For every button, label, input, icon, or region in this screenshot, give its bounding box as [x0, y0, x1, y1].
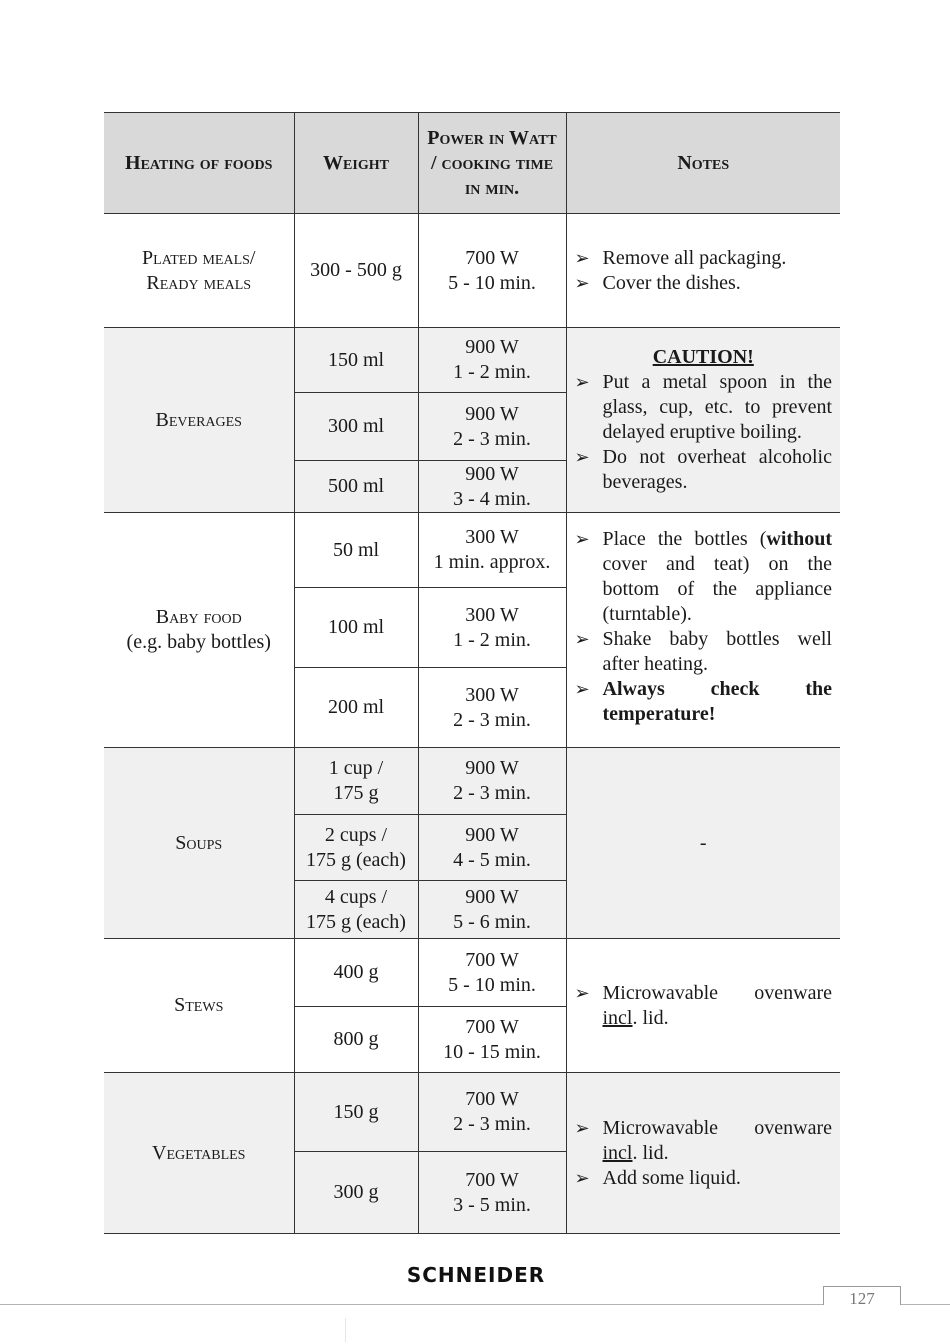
note-item: ➢ Remove all packaging. — [574, 246, 787, 269]
power-value: 300 W — [465, 526, 519, 548]
power-time-cell — [418, 588, 566, 668]
weight-cell: 300 g — [294, 1152, 418, 1234]
power-time-cell — [418, 748, 566, 815]
power-value: 700 W — [465, 1168, 519, 1191]
weight-line: 175 g (each) — [306, 910, 406, 933]
label-line: (e.g. baby bottles) — [126, 631, 271, 653]
time-value: 3 - 5 min. — [453, 1193, 531, 1216]
time-value: 3 - 4 min. — [453, 487, 531, 510]
weight-cell: 400 g — [294, 939, 418, 1007]
label-vegetables: Vegetables — [104, 1073, 294, 1234]
label-line: Ready meals — [146, 271, 252, 294]
arrowhead-bullet-icon: ➢ — [574, 447, 590, 468]
weight-line: 175 g (each) — [306, 848, 406, 871]
arrowhead-bullet-icon: ➢ — [574, 629, 590, 650]
weight-line: 175 g — [333, 782, 379, 804]
notes-beverages — [566, 328, 840, 513]
power-value: 700 W — [465, 1088, 519, 1110]
row-soups — [104, 748, 840, 815]
weight-cell — [294, 815, 418, 881]
power-time-cell — [418, 328, 566, 393]
time-value: 5 - 6 min. — [453, 910, 531, 933]
label-baby-food — [104, 513, 294, 748]
arrowhead-bullet-icon: ➢ — [574, 247, 590, 269]
weight-cell: 150 ml — [294, 328, 418, 393]
time-value: 2 - 3 min. — [453, 427, 531, 450]
label-line: Plated meals/ — [142, 246, 256, 269]
weight-line: 1 cup / — [328, 757, 384, 779]
note-item: ➢ Put a metal spoon in the glass, cup, etc. to prevent delayed eruptive boiling. — [574, 371, 832, 443]
time-value: 4 - 5 min. — [453, 848, 531, 871]
arrowhead-bullet-icon: ➢ — [574, 679, 590, 700]
arrowhead-bullet-icon: ➢ — [574, 272, 590, 294]
notes-plated — [566, 214, 840, 328]
arrowhead-bullet-icon: ➢ — [574, 1117, 590, 1139]
note-item: ➢ Shake baby bottles well after heating. — [574, 628, 832, 675]
weight-cell — [294, 881, 418, 939]
row-stews — [104, 939, 840, 1007]
power-time-cell — [418, 1152, 566, 1234]
weight-cell: 200 ml — [294, 668, 418, 748]
notes-stews — [566, 939, 840, 1073]
weight-cell — [294, 748, 418, 815]
weight-cell: 100 ml — [294, 588, 418, 668]
heating-table — [104, 112, 840, 1234]
power-time-cell — [418, 513, 566, 588]
page-edge-mark — [345, 1318, 346, 1342]
bold-text: without — [766, 528, 832, 550]
note-item: ➢ Microwavable ovenware incl. lid. — [574, 1116, 832, 1164]
note-item: ➢ Add some liquid. — [574, 1166, 741, 1189]
power-time-cell — [418, 214, 566, 328]
note-item: ➢ Do not overheat alcoholic beverages. — [574, 446, 832, 493]
arrowhead-bullet-icon: ➢ — [574, 982, 590, 1004]
row-baby-food — [104, 513, 840, 588]
weight-cell: 50 ml — [294, 513, 418, 588]
note-item: ➢ Cover the dishes. — [574, 271, 741, 294]
time-value: 1 - 2 min. — [453, 628, 531, 651]
label-stews: Stews — [104, 939, 294, 1073]
label-beverages: Beverages — [104, 328, 294, 513]
power-value: 900 W — [465, 462, 519, 485]
power-time-cell — [418, 1007, 566, 1073]
time-value: 2 - 3 min. — [453, 1113, 531, 1135]
note-item: ➢ Always check the temperature! — [574, 678, 832, 725]
caution-heading: CAUTION! — [652, 346, 754, 368]
label-soups: Soups — [104, 748, 294, 939]
power-value: 300 W — [465, 683, 519, 706]
time-value: 1 min. approx. — [433, 551, 551, 573]
page-number: 127 — [849, 1289, 875, 1308]
note-item: ➢ Place the bottles (without cover and teat) on the bottom of the appliance (turntable). — [574, 528, 832, 625]
underlined-text: incl — [602, 1006, 633, 1029]
note-item: ➢ Microwavable ovenware incl. lid. — [574, 981, 832, 1029]
time-value: 2 - 3 min. — [453, 708, 531, 731]
time-value: 10 - 15 min. — [443, 1040, 541, 1063]
notes-vegetables — [566, 1073, 840, 1234]
time-value: 5 - 10 min. — [448, 271, 536, 294]
power-time-cell — [418, 461, 566, 513]
footer-divider — [0, 1304, 950, 1305]
row-plated-meals — [104, 214, 840, 328]
weight-cell: 300 ml — [294, 393, 418, 461]
row-vegetables — [104, 1073, 840, 1152]
underlined-text: incl — [602, 1141, 633, 1164]
schneider-logo: SCHNEIDER — [406, 1263, 546, 1287]
power-value: 700 W — [465, 1015, 519, 1038]
power-time-cell — [418, 815, 566, 881]
power-value: 900 W — [465, 402, 519, 425]
power-time-cell — [418, 1073, 566, 1152]
label-line: Baby food — [155, 606, 242, 628]
notes-soups: - — [566, 748, 840, 939]
weight-line: 2 cups / — [324, 823, 388, 846]
weight-cell: 150 g — [294, 1073, 418, 1152]
weight-cell: 800 g — [294, 1007, 418, 1073]
time-value: 2 - 3 min. — [453, 782, 531, 804]
arrowhead-bullet-icon: ➢ — [574, 529, 590, 550]
label-plated-meals — [104, 214, 294, 328]
power-time-cell — [418, 393, 566, 461]
power-value: 900 W — [465, 885, 519, 908]
weight-cell: 500 ml — [294, 461, 418, 513]
power-value: 900 W — [465, 336, 519, 358]
power-value: 700 W — [465, 948, 519, 971]
header-row — [104, 113, 840, 214]
power-time-cell — [418, 668, 566, 748]
power-value: 300 W — [465, 603, 519, 626]
header-heating-of-foods: Heating of foods — [104, 113, 294, 214]
time-value: 1 - 2 min. — [453, 361, 531, 383]
header-weight: Weight — [294, 113, 418, 214]
weight-cell: 300 - 500 g — [294, 214, 418, 328]
arrowhead-bullet-icon: ➢ — [574, 372, 590, 393]
weight-line: 4 cups / — [324, 885, 388, 908]
header-power-time: Power in Watt / cooking time in min. — [418, 113, 566, 214]
header-notes: Notes — [566, 113, 840, 214]
power-time-cell — [418, 881, 566, 939]
power-value: 700 W — [465, 246, 519, 269]
notes-baby-food — [566, 513, 840, 748]
arrowhead-bullet-icon: ➢ — [574, 1167, 590, 1189]
row-beverages — [104, 328, 840, 393]
power-value: 900 W — [465, 823, 519, 846]
time-value: 5 - 10 min. — [448, 973, 536, 996]
power-value: 900 W — [465, 757, 519, 779]
power-time-cell — [418, 939, 566, 1007]
